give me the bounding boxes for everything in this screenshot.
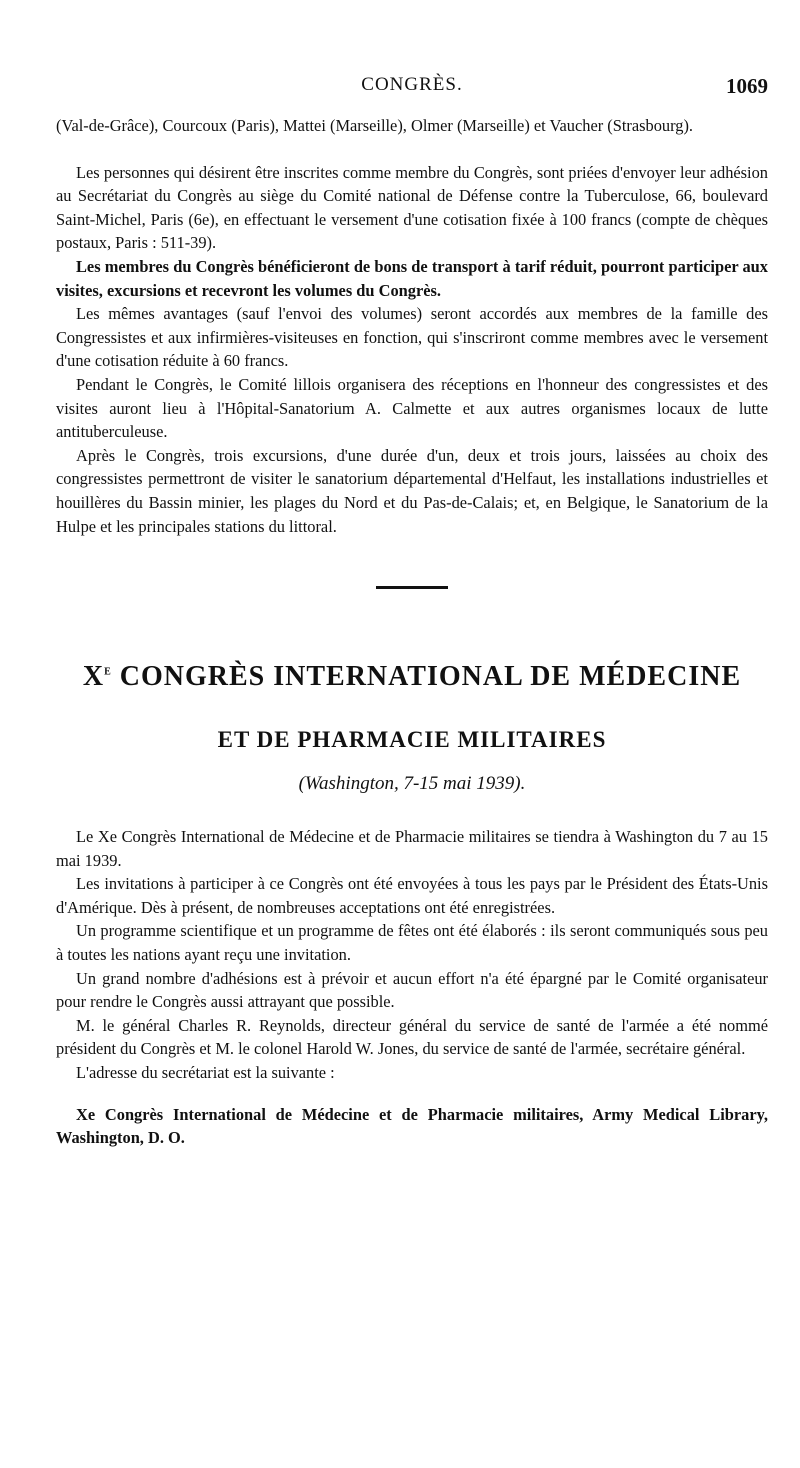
paragraph-adhesions: Un grand nombre d'adhésions est à prévoir et aucun effort n'a été épargné par le Comité organisateur pour rendre le Congrès aussi attrayant que possible. (56, 968, 768, 1012)
paragraph-address: Xe Congrès International de Médecine et de Pharmacie militaires, Army Medical Library, Washington, D. O. (56, 1104, 768, 1148)
paragraph-attendees-continued: (Val-de-Grâce), Courcoux (Paris), Mattei (Marseille), Olmer (Marseille) et Vaucher (Strasbourg). (56, 116, 694, 135)
section-divider (376, 586, 448, 589)
document-page (56, 74, 768, 1150)
paragraph-excursions: Après le Congrès, trois excursions, d'une durée d'un, deux et trois jours, laissées au choix des congressistes permettront de visiter le sanatorium départemental d'Helfaut, les installations industrielles et houillères du Bassin minier, les plages du Nord et du Pas-de-Calais; et, en Belgique, le Sanatorium de la Hulpe et les principales stations du littoral. (56, 445, 768, 536)
paragraph-receptions: Pendant le Congrès, le Comité lillois organisera des réceptions en l'honneur des congressistes et des visites auront lieu à l'Hôpital-Sanatorium A. Calmette et aux autres organismes locaux de lutte antituberculeuse. (56, 374, 768, 442)
paragraph-registration: Les personnes qui désirent être inscrites comme membre du Congrès, sont priées d'envoyer leur adhésion au Secrétariat du Congrès au siège du Comité national de Défense contre la Tuberculose, 66, boulevard Saint-Michel, Paris (6e), en effectuant le versement d'une cotisation fixée à 100 francs (compte de chèques postaux, Paris : 511-39). (56, 162, 768, 253)
running-head (56, 74, 768, 114)
paragraph-family-benefits: Les mêmes avantages (sauf l'envoi des volumes) seront accordés aux membres de la famille des Congressistes et aux infirmières-visiteuses en fonction, qui s'inscriront comme membres avec le versement d'une cotisation réduite à 60 francs. (56, 304, 768, 371)
section-dateline: (Washington, 7-15 mai 1939). (298, 773, 526, 795)
section-subtitle: ET DE PHARMACIE MILITAIRES (217, 727, 607, 753)
paragraph-programme: Un programme scientifique et un programme de fêtes ont été élaborés : ils seront communiqués sous peu à toutes les nations ayant reçu une invitation. (56, 921, 768, 965)
paragraph-invitations: Les invitations à participer à ce Congrès ont été envoyées à tous les pays par le Président des États-Unis d'Amérique. Dès à présent, de nombreuses acceptations ont été enregistrées. (56, 874, 768, 917)
paragraph-officers: M. le général Charles R. Reynolds, directeur général du service de santé de l'armée a été nommé président du Congrès et M. le colonel Harold W. Jones, du service de santé de l'armée, secrétaire général. (56, 1015, 768, 1059)
section-title-numeral: X (82, 661, 105, 693)
paragraph-address-intro: L'adresse du secrétariat est la suivante : (76, 1063, 335, 1083)
section-title-text: CONGRÈS INTERNATIONAL DE MÉDECINE (119, 661, 742, 693)
paragraph-member-benefits: Les membres du Congrès bénéficieront de bons de transport à tarif réduit, pourront participer aux visites, excursions et recevront les volumes du Congrès. (56, 256, 768, 300)
page-number: 1069 (726, 74, 768, 98)
paragraph-congress-date: Le Xe Congrès International de Médecine et de Pharmacie militaires se tiendra à Washington du 7 au 15 mai 1939. (56, 827, 768, 870)
running-title: CONGRÈS. (361, 74, 463, 95)
section-title-superscript: E (104, 666, 112, 678)
section-title (56, 661, 768, 693)
